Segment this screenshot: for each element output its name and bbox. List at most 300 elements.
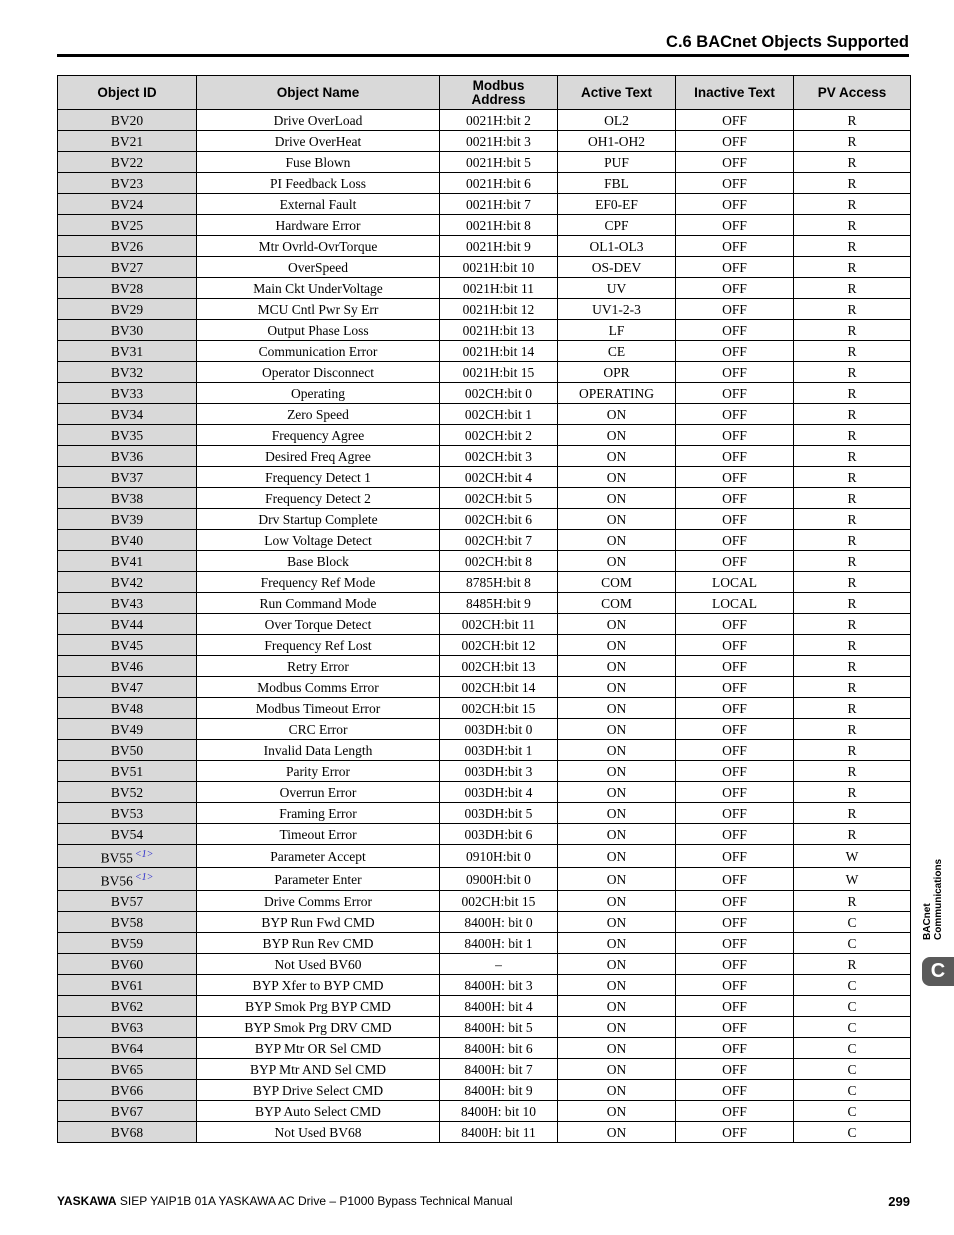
cell-active-text: CE — [558, 341, 676, 362]
cell-object-name: Frequency Ref Mode — [197, 572, 440, 593]
cell-active-text: ON — [558, 719, 676, 740]
col-header-inactive-text: Inactive Text — [676, 76, 794, 110]
cell-object-id: BV45 — [58, 635, 197, 656]
cell-inactive-text: OFF — [676, 467, 794, 488]
cell-pv-access: R — [794, 761, 911, 782]
section-title: C.6 BACnet Objects Supported — [666, 33, 909, 51]
table-row — [58, 933, 911, 954]
cell-active-text: ON — [558, 677, 676, 698]
cell-pv-access: R — [794, 362, 911, 383]
cell-modbus-address: 8400H: bit 5 — [440, 1017, 558, 1038]
cell-inactive-text: OFF — [676, 845, 794, 868]
cell-inactive-text: OFF — [676, 635, 794, 656]
cell-modbus-address: 002CH:bit 11 — [440, 614, 558, 635]
cell-object-id: BV36 — [58, 446, 197, 467]
cell-modbus-address: – — [440, 954, 558, 975]
cell-object-name: Over Torque Detect — [197, 614, 440, 635]
cell-object-name: Zero Speed — [197, 404, 440, 425]
cell-inactive-text: OFF — [676, 215, 794, 236]
cell-pv-access: R — [794, 551, 911, 572]
cell-pv-access: R — [794, 593, 911, 614]
table-row — [58, 530, 911, 551]
table-row — [58, 362, 911, 383]
table-row — [58, 215, 911, 236]
cell-object-name: Retry Error — [197, 656, 440, 677]
cell-inactive-text: OFF — [676, 656, 794, 677]
table-row — [58, 131, 911, 152]
cell-modbus-address: 0021H:bit 12 — [440, 299, 558, 320]
cell-pv-access: C — [794, 912, 911, 933]
cell-modbus-address: 0021H:bit 15 — [440, 362, 558, 383]
cell-inactive-text: OFF — [676, 425, 794, 446]
cell-inactive-text: OFF — [676, 933, 794, 954]
table-row — [58, 1101, 911, 1122]
table-row — [58, 341, 911, 362]
cell-pv-access: C — [794, 1122, 911, 1143]
page-number: 299 — [888, 1194, 910, 1209]
chapter-tab[interactable]: C — [922, 957, 954, 986]
cell-pv-access: R — [794, 404, 911, 425]
cell-pv-access: R — [794, 572, 911, 593]
cell-object-name: Framing Error — [197, 803, 440, 824]
cell-pv-access: R — [794, 194, 911, 215]
cell-object-id: BV34 — [58, 404, 197, 425]
cell-pv-access: C — [794, 1059, 911, 1080]
cell-object-name: Output Phase Loss — [197, 320, 440, 341]
cell-active-text: OL1-OL3 — [558, 236, 676, 257]
cell-modbus-address: 8400H: bit 3 — [440, 975, 558, 996]
cell-object-id: BV22 — [58, 152, 197, 173]
cell-active-text: ON — [558, 467, 676, 488]
cell-pv-access: R — [794, 341, 911, 362]
cell-object-name: External Fault — [197, 194, 440, 215]
cell-pv-access: R — [794, 215, 911, 236]
cell-active-text: ON — [558, 551, 676, 572]
cell-object-name: PI Feedback Loss — [197, 173, 440, 194]
side-tab-label-line2: Communications — [933, 858, 944, 940]
footer-brand: YASKAWA — [57, 1194, 117, 1208]
cell-pv-access: R — [794, 719, 911, 740]
cell-object-name: Frequency Detect 2 — [197, 488, 440, 509]
cell-inactive-text: OFF — [676, 761, 794, 782]
cell-object-id: BV31 — [58, 341, 197, 362]
footer-text: SIEP YAIP1B 01A YASKAWA AC Drive – P1000 Bypass Technical Manual — [116, 1194, 513, 1208]
cell-active-text: ON — [558, 404, 676, 425]
cell-inactive-text: OFF — [676, 1122, 794, 1143]
cell-object-id: BV32 — [58, 362, 197, 383]
cell-modbus-address: 8785H:bit 8 — [440, 572, 558, 593]
cell-object-name: Drive OverLoad — [197, 110, 440, 131]
cell-object-name: Operator Disconnect — [197, 362, 440, 383]
table-row — [58, 404, 911, 425]
cell-object-id: BV64 — [58, 1038, 197, 1059]
cell-pv-access: W — [794, 868, 911, 891]
cell-active-text: ON — [558, 1122, 676, 1143]
cell-pv-access: R — [794, 299, 911, 320]
cell-object-id: BV20 — [58, 110, 197, 131]
cell-object-name: BYP Xfer to BYP CMD — [197, 975, 440, 996]
cell-pv-access: R — [794, 173, 911, 194]
cell-inactive-text: OFF — [676, 299, 794, 320]
cell-object-id: BV33 — [58, 383, 197, 404]
table-row — [58, 1080, 911, 1101]
cell-modbus-address: 0021H:bit 13 — [440, 320, 558, 341]
cell-object-name: Drive OverHeat — [197, 131, 440, 152]
cell-modbus-address: 002CH:bit 4 — [440, 467, 558, 488]
cell-active-text: ON — [558, 891, 676, 912]
cell-active-text: ON — [558, 996, 676, 1017]
table-row — [58, 320, 911, 341]
cell-object-id: BV40 — [58, 530, 197, 551]
table-row — [58, 891, 911, 912]
cell-pv-access: R — [794, 278, 911, 299]
cell-active-text: ON — [558, 425, 676, 446]
cell-object-id: BV53 — [58, 803, 197, 824]
cell-pv-access: R — [794, 740, 911, 761]
col-header-active-text: Active Text — [558, 76, 676, 110]
cell-object-name: Overrun Error — [197, 782, 440, 803]
cell-object-id: BV49 — [58, 719, 197, 740]
cell-pv-access: R — [794, 824, 911, 845]
cell-object-name: Parameter Accept — [197, 845, 440, 868]
cell-pv-access: R — [794, 446, 911, 467]
cell-pv-access: R — [794, 782, 911, 803]
cell-object-id: BV26 — [58, 236, 197, 257]
cell-modbus-address: 003DH:bit 4 — [440, 782, 558, 803]
cell-modbus-address: 002CH:bit 5 — [440, 488, 558, 509]
cell-modbus-address: 002CH:bit 0 — [440, 383, 558, 404]
table-row — [58, 1038, 911, 1059]
cell-object-name: Run Command Mode — [197, 593, 440, 614]
table-row — [58, 656, 911, 677]
table-row — [58, 912, 911, 933]
cell-inactive-text: OFF — [676, 173, 794, 194]
cell-object-id-text: BV55 — [100, 850, 133, 866]
cell-active-text: ON — [558, 912, 676, 933]
cell-object-id: BV44 — [58, 614, 197, 635]
cell-pv-access: C — [794, 1080, 911, 1101]
cell-modbus-address: 0021H:bit 6 — [440, 173, 558, 194]
cell-object-id-text: BV56 — [100, 873, 133, 889]
cell-object-name: Drive Comms Error — [197, 891, 440, 912]
table-row — [58, 257, 911, 278]
cell-modbus-address: 002CH:bit 12 — [440, 635, 558, 656]
cell-object-id: BV38 — [58, 488, 197, 509]
cell-inactive-text: OFF — [676, 782, 794, 803]
cell-active-text: ON — [558, 509, 676, 530]
cell-pv-access: R — [794, 488, 911, 509]
cell-modbus-address: 0021H:bit 3 — [440, 131, 558, 152]
cell-inactive-text: OFF — [676, 404, 794, 425]
cell-pv-access: C — [794, 996, 911, 1017]
cell-object-id: BV25 — [58, 215, 197, 236]
cell-active-text: ON — [558, 868, 676, 891]
cell-object-name: Low Voltage Detect — [197, 530, 440, 551]
cell-object-name: Base Block — [197, 551, 440, 572]
cell-modbus-address: 003DH:bit 6 — [440, 824, 558, 845]
table-row — [58, 1122, 911, 1143]
cell-object-name: Hardware Error — [197, 215, 440, 236]
cell-modbus-address: 8400H: bit 0 — [440, 912, 558, 933]
cell-active-text: COM — [558, 593, 676, 614]
cell-pv-access: R — [794, 131, 911, 152]
cell-object-name: Parity Error — [197, 761, 440, 782]
cell-object-name: Modbus Timeout Error — [197, 698, 440, 719]
table-row — [58, 299, 911, 320]
cell-inactive-text: OFF — [676, 719, 794, 740]
footnote-ref-link[interactable]: <1> — [134, 848, 154, 860]
table-row — [58, 278, 911, 299]
cell-object-id: BV30 — [58, 320, 197, 341]
footnote-ref-link[interactable]: <1> — [134, 871, 154, 883]
cell-pv-access: C — [794, 1017, 911, 1038]
cell-object-name: Desired Freq Agree — [197, 446, 440, 467]
cell-object-name: OverSpeed — [197, 257, 440, 278]
cell-object-name: Fuse Blown — [197, 152, 440, 173]
cell-object-id: BV61 — [58, 975, 197, 996]
table-row — [58, 383, 911, 404]
table-row — [58, 236, 911, 257]
table-row — [58, 1059, 911, 1080]
cell-inactive-text: OFF — [676, 194, 794, 215]
cell-object-id: BV28 — [58, 278, 197, 299]
cell-object-name: BYP Auto Select CMD — [197, 1101, 440, 1122]
cell-active-text: ON — [558, 1080, 676, 1101]
cell-object-name: Frequency Detect 1 — [197, 467, 440, 488]
col-header-object-name: Object Name — [197, 76, 440, 110]
cell-modbus-address: 8485H:bit 9 — [440, 593, 558, 614]
cell-object-id: BV46 — [58, 656, 197, 677]
cell-object-id: BV51 — [58, 761, 197, 782]
cell-object-id: BV23 — [58, 173, 197, 194]
cell-object-name: Main Ckt UnderVoltage — [197, 278, 440, 299]
cell-pv-access: W — [794, 845, 911, 868]
cell-pv-access: R — [794, 635, 911, 656]
cell-object-id: BV50 — [58, 740, 197, 761]
table-row — [58, 194, 911, 215]
table-row — [58, 761, 911, 782]
cell-object-id: BV65 — [58, 1059, 197, 1080]
table-row — [58, 593, 911, 614]
cell-object-name: MCU Cntl Pwr Sy Err — [197, 299, 440, 320]
table-row — [58, 152, 911, 173]
cell-modbus-address: 003DH:bit 5 — [440, 803, 558, 824]
cell-pv-access: R — [794, 467, 911, 488]
cell-pv-access: R — [794, 110, 911, 131]
cell-pv-access: R — [794, 656, 911, 677]
cell-inactive-text: OFF — [676, 698, 794, 719]
cell-object-name: BYP Run Fwd CMD — [197, 912, 440, 933]
cell-modbus-address: 0021H:bit 8 — [440, 215, 558, 236]
table-row — [58, 824, 911, 845]
cell-object-name: Operating — [197, 383, 440, 404]
cell-modbus-address: 0900H:bit 0 — [440, 868, 558, 891]
cell-modbus-address: 003DH:bit 1 — [440, 740, 558, 761]
cell-object-name: Frequency Agree — [197, 425, 440, 446]
cell-active-text: ON — [558, 1059, 676, 1080]
cell-object-id: BV47 — [58, 677, 197, 698]
cell-object-id: BV58 — [58, 912, 197, 933]
cell-inactive-text: OFF — [676, 131, 794, 152]
table-row — [58, 467, 911, 488]
cell-inactive-text: OFF — [676, 1038, 794, 1059]
cell-active-text: PUF — [558, 152, 676, 173]
cell-pv-access: C — [794, 1101, 911, 1122]
cell-inactive-text: OFF — [676, 677, 794, 698]
col-header-pv-access: PV Access — [794, 76, 911, 110]
side-tab-label-line1: BACnet — [922, 903, 933, 940]
cell-object-name: BYP Mtr AND Sel CMD — [197, 1059, 440, 1080]
cell-inactive-text: OFF — [676, 975, 794, 996]
cell-modbus-address: 8400H: bit 4 — [440, 996, 558, 1017]
cell-object-name: CRC Error — [197, 719, 440, 740]
cell-active-text: OPERATING — [558, 383, 676, 404]
cell-inactive-text: OFF — [676, 236, 794, 257]
table-row — [58, 614, 911, 635]
cell-modbus-address: 0021H:bit 10 — [440, 257, 558, 278]
cell-object-id: BV35 — [58, 425, 197, 446]
cell-object-name: Modbus Comms Error — [197, 677, 440, 698]
cell-active-text: ON — [558, 446, 676, 467]
bacnet-objects-table — [57, 75, 911, 1143]
cell-modbus-address: 0021H:bit 7 — [440, 194, 558, 215]
cell-active-text: ON — [558, 761, 676, 782]
table-row — [58, 1017, 911, 1038]
cell-object-id: BV66 — [58, 1080, 197, 1101]
cell-inactive-text: OFF — [676, 891, 794, 912]
cell-pv-access: R — [794, 509, 911, 530]
cell-object-id: BV43 — [58, 593, 197, 614]
table-row — [58, 488, 911, 509]
cell-object-id: BV67 — [58, 1101, 197, 1122]
table-row — [58, 425, 911, 446]
cell-object-id: BV42 — [58, 572, 197, 593]
cell-pv-access: C — [794, 975, 911, 996]
cell-active-text: OS-DEV — [558, 257, 676, 278]
cell-pv-access: R — [794, 236, 911, 257]
cell-active-text: OL2 — [558, 110, 676, 131]
cell-inactive-text: OFF — [676, 152, 794, 173]
cell-modbus-address: 003DH:bit 3 — [440, 761, 558, 782]
table-row — [58, 782, 911, 803]
cell-object-name: Not Used BV60 — [197, 954, 440, 975]
cell-pv-access: C — [794, 933, 911, 954]
cell-inactive-text: OFF — [676, 341, 794, 362]
table-row — [58, 698, 911, 719]
col-header-modbus-address — [440, 76, 558, 110]
cell-active-text: UV1-2-3 — [558, 299, 676, 320]
cell-modbus-address: 8400H: bit 6 — [440, 1038, 558, 1059]
cell-object-name: BYP Smok Prg DRV CMD — [197, 1017, 440, 1038]
cell-pv-access: C — [794, 1038, 911, 1059]
cell-active-text: ON — [558, 530, 676, 551]
cell-active-text: ON — [558, 845, 676, 868]
cell-object-name: Frequency Ref Lost — [197, 635, 440, 656]
cell-object-id: BV59 — [58, 933, 197, 954]
cell-active-text: ON — [558, 824, 676, 845]
cell-pv-access: R — [794, 152, 911, 173]
cell-pv-access: R — [794, 891, 911, 912]
cell-inactive-text: OFF — [676, 383, 794, 404]
cell-active-text: ON — [558, 1101, 676, 1122]
cell-modbus-address: 002CH:bit 15 — [440, 891, 558, 912]
cell-modbus-address: 002CH:bit 14 — [440, 677, 558, 698]
cell-active-text: ON — [558, 954, 676, 975]
cell-inactive-text: OFF — [676, 530, 794, 551]
cell-inactive-text: OFF — [676, 824, 794, 845]
cell-active-text: UV — [558, 278, 676, 299]
cell-modbus-address: 0021H:bit 2 — [440, 110, 558, 131]
cell-object-id — [58, 868, 197, 891]
cell-pv-access: R — [794, 614, 911, 635]
cell-inactive-text: OFF — [676, 446, 794, 467]
cell-inactive-text: OFF — [676, 362, 794, 383]
cell-object-id: BV37 — [58, 467, 197, 488]
cell-modbus-address: 8400H: bit 9 — [440, 1080, 558, 1101]
cell-modbus-address: 002CH:bit 15 — [440, 698, 558, 719]
cell-active-text: ON — [558, 635, 676, 656]
table-row — [58, 446, 911, 467]
cell-active-text: ON — [558, 656, 676, 677]
cell-object-id: BV21 — [58, 131, 197, 152]
table-row — [58, 719, 911, 740]
cell-object-id: BV39 — [58, 509, 197, 530]
cell-modbus-address: 8400H: bit 10 — [440, 1101, 558, 1122]
cell-pv-access: R — [794, 320, 911, 341]
cell-inactive-text: OFF — [676, 1101, 794, 1122]
cell-active-text: ON — [558, 803, 676, 824]
cell-modbus-address: 002CH:bit 8 — [440, 551, 558, 572]
cell-object-name: BYP Drive Select CMD — [197, 1080, 440, 1101]
cell-modbus-address: 002CH:bit 3 — [440, 446, 558, 467]
cell-object-id: BV27 — [58, 257, 197, 278]
cell-modbus-address: 0021H:bit 14 — [440, 341, 558, 362]
cell-object-name: Not Used BV68 — [197, 1122, 440, 1143]
cell-object-name: Communication Error — [197, 341, 440, 362]
cell-object-name: Invalid Data Length — [197, 740, 440, 761]
cell-pv-access: R — [794, 954, 911, 975]
cell-active-text: ON — [558, 740, 676, 761]
table-row — [58, 954, 911, 975]
cell-inactive-text: LOCAL — [676, 593, 794, 614]
col-header-modbus-address-label: Modbus Address — [471, 77, 526, 107]
table-row — [58, 110, 911, 131]
cell-inactive-text: OFF — [676, 1017, 794, 1038]
cell-active-text: ON — [558, 614, 676, 635]
cell-active-text: LF — [558, 320, 676, 341]
cell-object-name: Drv Startup Complete — [197, 509, 440, 530]
table-row — [58, 551, 911, 572]
cell-inactive-text: OFF — [676, 912, 794, 933]
cell-modbus-address: 002CH:bit 7 — [440, 530, 558, 551]
cell-object-id: BV54 — [58, 824, 197, 845]
cell-modbus-address: 002CH:bit 6 — [440, 509, 558, 530]
cell-pv-access: R — [794, 425, 911, 446]
cell-inactive-text: OFF — [676, 509, 794, 530]
cell-modbus-address: 8400H: bit 7 — [440, 1059, 558, 1080]
cell-active-text: ON — [558, 1017, 676, 1038]
cell-inactive-text: OFF — [676, 740, 794, 761]
cell-object-name: BYP Mtr OR Sel CMD — [197, 1038, 440, 1059]
cell-object-id: BV57 — [58, 891, 197, 912]
cell-inactive-text: OFF — [676, 1059, 794, 1080]
cell-active-text: OPR — [558, 362, 676, 383]
cell-object-id: BV52 — [58, 782, 197, 803]
cell-inactive-text: OFF — [676, 614, 794, 635]
table-row — [58, 803, 911, 824]
cell-inactive-text: OFF — [676, 803, 794, 824]
cell-active-text: ON — [558, 975, 676, 996]
